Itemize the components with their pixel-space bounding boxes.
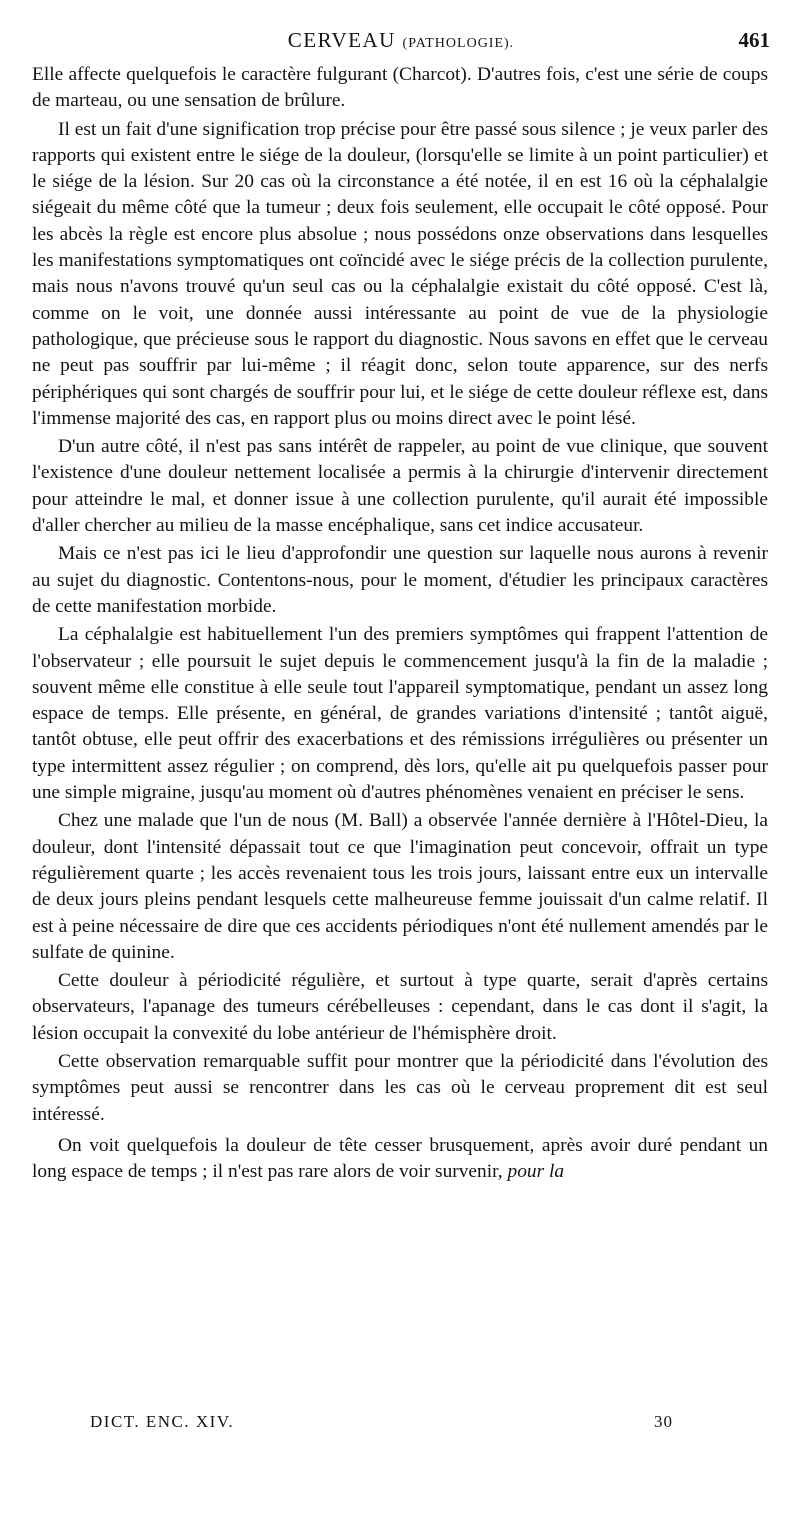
paragraph-6: Chez une malade que l'un de nous (M. Ball) a observée l'année dernière à l'Hôtel-Dieu, la douleur, dont l'intensité dépassait tout ce que l'imagination peut concevoir, offrait un type régulièrement quarte ; les accès revenaient tous les trois jours, laissant entre eux un intervalle de deux jours pleins pendant lesquels cette malheureuse femme jouissait d'un calme relatif. Il est à peine nécessaire de dire que ces accidents périodiques n'ont été nullement amendés par le sulfate de quinine. xyxy=(32,810,768,963)
paragraph-1: Elle affecte quelquefois le caractère fulgurant (Charcot). D'autres fois, c'est une série de coups de marteau, ou une sensation de brûlure. xyxy=(32,64,768,112)
signature-number: 30 xyxy=(654,1412,673,1431)
paragraph-4: Mais ce n'est pas ici le lieu d'approfondir une question sur laquelle nous aurons à revenir au sujet du diagnostic. Contentons-nous, pour le moment, d'étudier les principaux caractères de cette manifestation morbide. xyxy=(32,543,768,617)
paragraph-7: Cette douleur à périodicité régulière, et surtout à type quarte, serait d'après certains observateurs, l'apanage des tumeurs cérébelleuses : cependant, dans le cas dont il s'agit, la lésion occupait la convexité du lobe antérieur de l'hémisphère droit. xyxy=(32,970,768,1044)
printer-signature: DICT. ENC. XIV. xyxy=(90,1412,235,1431)
running-header xyxy=(32,28,770,58)
body-text xyxy=(32,62,768,1187)
paragraph-5: La céphalalgie est habituellement l'un des premiers symptômes qui frappent l'attention de l'observateur ; elle poursuit le sujet depuis le commencement jusqu'à la fin de la maladie ; souvent même elle constitue à elle seule tout l'appareil symptomatique, pendant un assez long espace de temps. Elle présente, en général, de grandes variations d'intensité ; tantôt aiguë, tantôt obtuse, elle peut offrir des exacerbations et des rémissions irrégulières ou présenter un type intermittent assez régulier ; on comprend, dès lors, qu'elle ait pu quelquefois passer pour une simple migraine, jusqu'au moment où d'autres phénomènes venaient en préciser le sens. xyxy=(32,624,768,804)
paragraph-9-text: On voit quelquefois la douleur de tête cesser brusquement, après avoir duré pendant un long espace de temps ; il n'est pas rare alors de voir survenir, xyxy=(32,1134,768,1183)
page-number: 461 xyxy=(738,28,770,52)
running-title-subtitle: (PATHOLOGIE). xyxy=(402,36,515,51)
page-footer xyxy=(32,1412,768,1438)
paragraph-2: Il est un fait d'une signification trop précise pour être passé sous silence ; je veux parler des rapports qui existent entre le siége de la douleur, (lorsqu'elle se limite à un point particulier) et le siége de la lésion. Sur 20 cas où la circonstance a été notée, il en est 16 où la céphalalgie siégeait du même côté que la tumeur ; deux fois seulement, elle occupait le côté opposé. Pour les abcès la règle est encore plus absolue ; nous possédons onze observations dans lesquelles les manifestations symptomatiques ont coïncidé avec le siége précis de la collection purulente, mais nous n'avons trouvé qu'un seul cas ou la céphalalgie existait du côté opposé. C'est là, comme on le voit, une donnée aussi intéressante au point de vue de la physiologie pathologique, que précieuse sous le rapport du diagnostic. Nous savons en effet que le cerveau ne peut pas souffrir par lui-même ; il réagit donc, selon toute apparence, sur des nerfs périphériques qui sont chargés de souffrir pour lui, et le siége de cette douleur réflexe est, dans l'immense majorité des cas, en rapport plus ou moins direct avec le point lésé. xyxy=(32,118,768,429)
paragraph-9 xyxy=(32,1133,768,1186)
running-title xyxy=(32,28,770,53)
running-title-main: CERVEAU xyxy=(287,28,396,52)
paragraph-3: D'un autre côté, il n'est pas sans intérêt de rappeler, au point de vue clinique, que souvent l'existence d'une douleur nettement localisée a permis à la chirurgie d'intervenir directement pour atteindre le mal, et donner issue à une collection purulente, qu'il aurait été impossible d'aller chercher au milieu de la masse encéphalique, sans cet indice accusateur. xyxy=(32,436,768,537)
paragraph-8: Cette observation remarquable suffit pour montrer que la périodicité dans l'évolution des symptômes peut aussi se rencontrer dans les cas où le cerveau proprement dit est seul intéressé. xyxy=(32,1050,768,1125)
paragraph-9-catchword: pour la xyxy=(507,1161,565,1183)
